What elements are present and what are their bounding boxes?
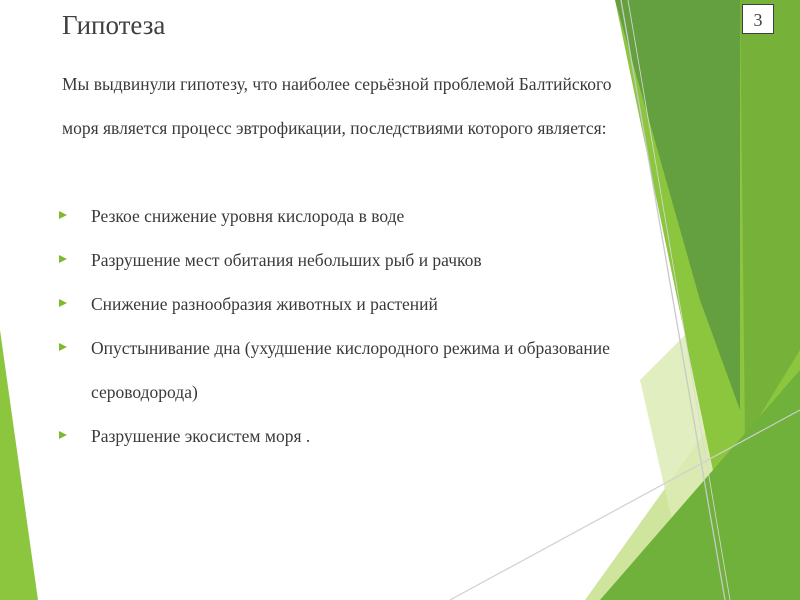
triangle-bullet-icon <box>59 343 67 351</box>
list-item <box>0 238 621 282</box>
page-number-box: 3 <box>742 4 774 34</box>
triangle-bullet-icon <box>59 255 67 263</box>
list-item <box>0 326 621 414</box>
triangle-bullet-icon <box>59 211 67 219</box>
list-item <box>0 282 621 326</box>
bullet-text: Разрушение экосистем моря . <box>91 426 311 446</box>
slide-title: Гипотеза <box>62 10 166 40</box>
bullet-text: Разрушение мест обитания небольших рыб и рачков <box>91 250 482 270</box>
triangle-bullet-icon <box>59 299 67 307</box>
triangle-bullet-icon <box>59 431 67 439</box>
bullet-text: Резкое снижение уровня кислорода в воде <box>91 206 405 226</box>
list-item <box>0 194 621 238</box>
intro-paragraph: Мы выдвинули гипотезу, что наиболее серьёзной проблемой Балтийского моря является процесс эвтрофикации, последствиями которого является: <box>62 74 612 138</box>
list-item <box>0 414 621 458</box>
bullet-list <box>0 194 640 458</box>
bullet-text: Снижение разнообразия животных и растений <box>91 294 438 314</box>
bullet-text: Опустынивание дна (ухудшение кислородного режима и образование сероводорода) <box>91 338 610 402</box>
